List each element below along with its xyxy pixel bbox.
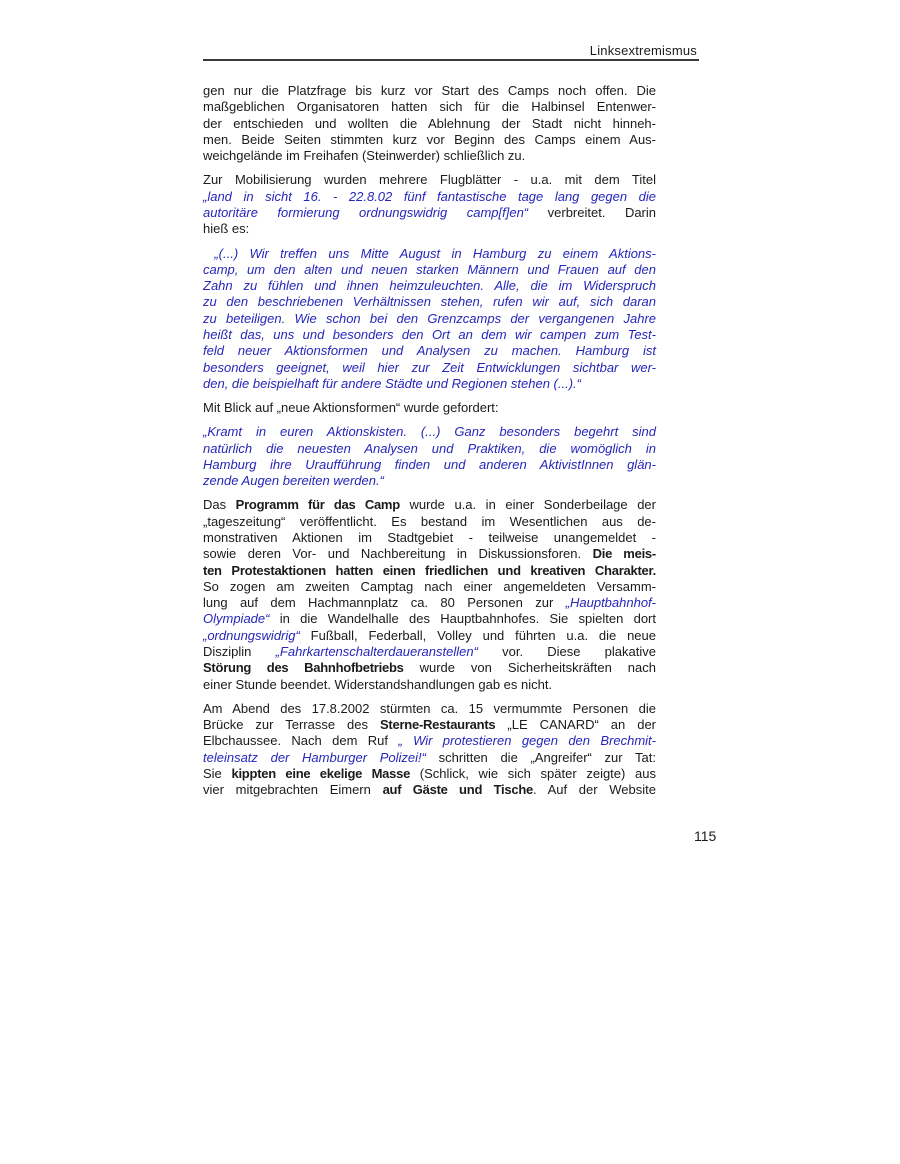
text-run: maßgeblichen Organisatoren hatten sich für die Halbinsel Entenwer- [203, 99, 656, 115]
text-run: . Auf der Website [533, 782, 656, 798]
text-run: sowie deren Vor- und Nachbereitung in Diskussionsforen. [203, 546, 593, 562]
text-line [203, 733, 656, 749]
quote-text-run: „Kramt in euren Aktionskisten. (...) Ganz besonders begehrt sind [203, 424, 656, 440]
text-line [203, 262, 656, 278]
text-run: Fußball, Federball, Volley und führten u.a. die neue [299, 627, 656, 643]
text-run: der entschieden und wollten die Ablehnung der Stadt nicht hinneh- [203, 115, 656, 131]
quote-text-run: Hamburg ihre Uraufführung finden und anderen AktivistInnen glän- [203, 456, 656, 472]
text-run: Zur Mobilisierung wurden mehrere Flugblätter - u.a. mit dem Titel [203, 172, 656, 188]
text-run: Disziplin [203, 644, 276, 659]
paragraph [203, 701, 656, 799]
text-run: So zogen am zweiten Camptag nach einer angemeldeten Versamm- [203, 578, 656, 594]
text-run: „tageszeitung“ veröffentlicht. Es bestand im Wesentlichen aus de- [203, 513, 656, 529]
quote-text-run: besonders geeignet, weil hier zur Zeit Entwicklungen sichtbar wer- [203, 359, 656, 375]
quote-text-run: „ Wir protestieren gegen den Brechmit- [398, 733, 656, 749]
text-line [203, 595, 656, 611]
text-line [203, 677, 656, 693]
quote-text-run: zu beteiligen. Wie schon bei den Grenzcamps der vergangenen Jahre [203, 310, 656, 326]
text-line [203, 278, 656, 294]
bold-text-run: Sterne-Restaurants [379, 717, 496, 733]
text-line [203, 116, 656, 132]
text-run: Das [203, 497, 236, 513]
header-rule [203, 59, 699, 61]
quote-text-run: camp, um den alten und neuen starken Männern und Frauen auf den [203, 261, 656, 277]
text-line [203, 473, 656, 489]
text-line [203, 311, 656, 327]
paragraph [203, 246, 656, 393]
text-run: einer Stunde beendet. Widerstandshandlungen gab es nicht. [203, 676, 553, 692]
quote-text-run: Zahn zu fühlen und ihnen heimzuleuchten. Alle, die im Widerspruch [203, 278, 656, 294]
text-line [203, 246, 656, 262]
text-run: Sie [203, 765, 232, 781]
text-line [203, 441, 656, 457]
text-line [203, 579, 656, 595]
quote-text-run: „ordnungswidrig“ [203, 627, 300, 643]
text-run: gen nur die Platzfrage bis kurz vor Start des Camps noch offen. Die [203, 83, 656, 98]
text-line [203, 424, 656, 440]
text-run: hieß es: [203, 221, 250, 237]
text-run: Brücke zur Terrasse des [203, 717, 380, 733]
text-run: Elbchaussee. Nach dem Ruf [203, 733, 399, 749]
quote-text-run: autoritäre formierung ordnungswidrig camp[f]en“ [203, 204, 529, 220]
text-line [203, 343, 656, 359]
text-run: lung auf dem Hachmannplatz ca. 80 Personen zur [203, 595, 566, 611]
text-line [203, 221, 656, 237]
text-line [203, 457, 656, 473]
paragraph [203, 172, 656, 237]
bold-text-run: kippten eine ekelige Masse [231, 765, 411, 781]
text-line [203, 563, 656, 579]
quote-text-run: zende Augen bereiten werden.“ [203, 473, 384, 489]
body-column [203, 83, 656, 807]
paragraph [203, 400, 656, 416]
text-line [203, 205, 656, 221]
text-line [203, 376, 656, 392]
quote-text-run: „Hauptbahnhof- [565, 595, 656, 611]
text-line [203, 83, 656, 99]
text-line [203, 132, 656, 148]
text-line [203, 628, 656, 644]
text-run: weichgelände im Freihafen (Steinwerder) schließlich zu. [203, 148, 526, 164]
text-run: monstrativen Aktionen im Stadtgebiet - teilweise unangemeldet - [203, 530, 656, 546]
bold-text-run: Die meis- [592, 546, 656, 562]
quote-text-run: heißt das, uns und besonders den Ort an dem wir campen zum Test- [203, 326, 656, 342]
text-run: verbreitet. Darin [528, 204, 657, 220]
page-number: 115 [694, 828, 717, 844]
text-line [203, 766, 656, 782]
quote-text-run: Olympiade“ [203, 611, 270, 627]
quote-text-run: natürlich die neuesten Analysen und Praktiken, die womöglich in [203, 440, 656, 456]
bold-text-run: Störung des Bahnhofbetriebs [203, 660, 404, 676]
text-run: in die Wandelhalle des Hauptbahnhofes. Sie spielten dort [269, 611, 656, 627]
text-line [203, 530, 656, 546]
text-line [203, 327, 656, 343]
paragraph [203, 497, 656, 692]
text-run: Mit Blick auf „neue Aktionsformen“ wurde gefordert: [203, 400, 499, 416]
text-run: wurde u.a. in einer Sonderbeilage der [399, 497, 656, 513]
text-line [203, 294, 656, 310]
quote-text-run: „land in sicht 16. - 22.8.02 fünf fantastische tage lang gegen die [203, 188, 656, 204]
text-line [203, 644, 656, 660]
paragraph [203, 83, 656, 164]
text-run: Am Abend des 17.8.2002 stürmten ca. 15 vermummte Personen die [203, 700, 656, 716]
text-line [203, 99, 656, 115]
text-line [203, 611, 656, 627]
text-run: vor. Diese plakative [477, 644, 656, 659]
text-run: schritten die „Angreifer“ zur Tat: [425, 749, 656, 765]
text-line [203, 497, 656, 513]
bold-text-run: Programm für das Camp [235, 497, 400, 513]
text-line [203, 660, 656, 676]
quote-text-run: zu den beschriebenen Verhältnissen stehen, rufen wir auf, sich daran [203, 294, 656, 310]
text-line [203, 546, 656, 562]
paragraph [203, 424, 656, 489]
text-line [203, 717, 656, 733]
text-run: (Schlick, wie sich später zeigte) aus [410, 765, 656, 781]
bold-text-run: auf Gäste und Tische [382, 782, 534, 798]
quote-text-run: feld neuer Aktionsformen und Analysen zu machen. Hamburg ist [203, 343, 656, 359]
text-run: „LE CANARD“ an der [495, 717, 657, 733]
quote-text-run: „Fahrkartenschalterdaueranstellen“ [275, 644, 478, 659]
text-line [203, 782, 656, 798]
text-line [203, 360, 656, 376]
text-line [203, 148, 656, 164]
quote-text-run: den, die beispielhaft für andere Städte und Regionen stehen (...).“ [203, 375, 581, 391]
quote-text-run: „(...) Wir treffen uns Mitte August in Hamburg zu einem Aktions- [203, 245, 656, 261]
running-header-title: Linksextremismus [589, 43, 697, 58]
text-line [203, 701, 656, 717]
text-run: vier mitgebrachten Eimern [203, 782, 383, 798]
text-line [203, 189, 656, 205]
bold-text-run: ten Protestaktionen hatten einen friedlichen und kreativen Charakter. [203, 562, 656, 578]
text-run: men. Beide Seiten stimmten kurz vor Beginn des Camps einem Aus- [203, 131, 656, 147]
text-line [203, 514, 656, 530]
text-line [203, 172, 656, 188]
quote-text-run: teleinsatz der Hamburger Polizei!“ [203, 749, 426, 765]
text-run: wurde von Sicherheitskräften nach [403, 660, 656, 676]
text-line [203, 400, 656, 416]
text-line [203, 750, 656, 766]
